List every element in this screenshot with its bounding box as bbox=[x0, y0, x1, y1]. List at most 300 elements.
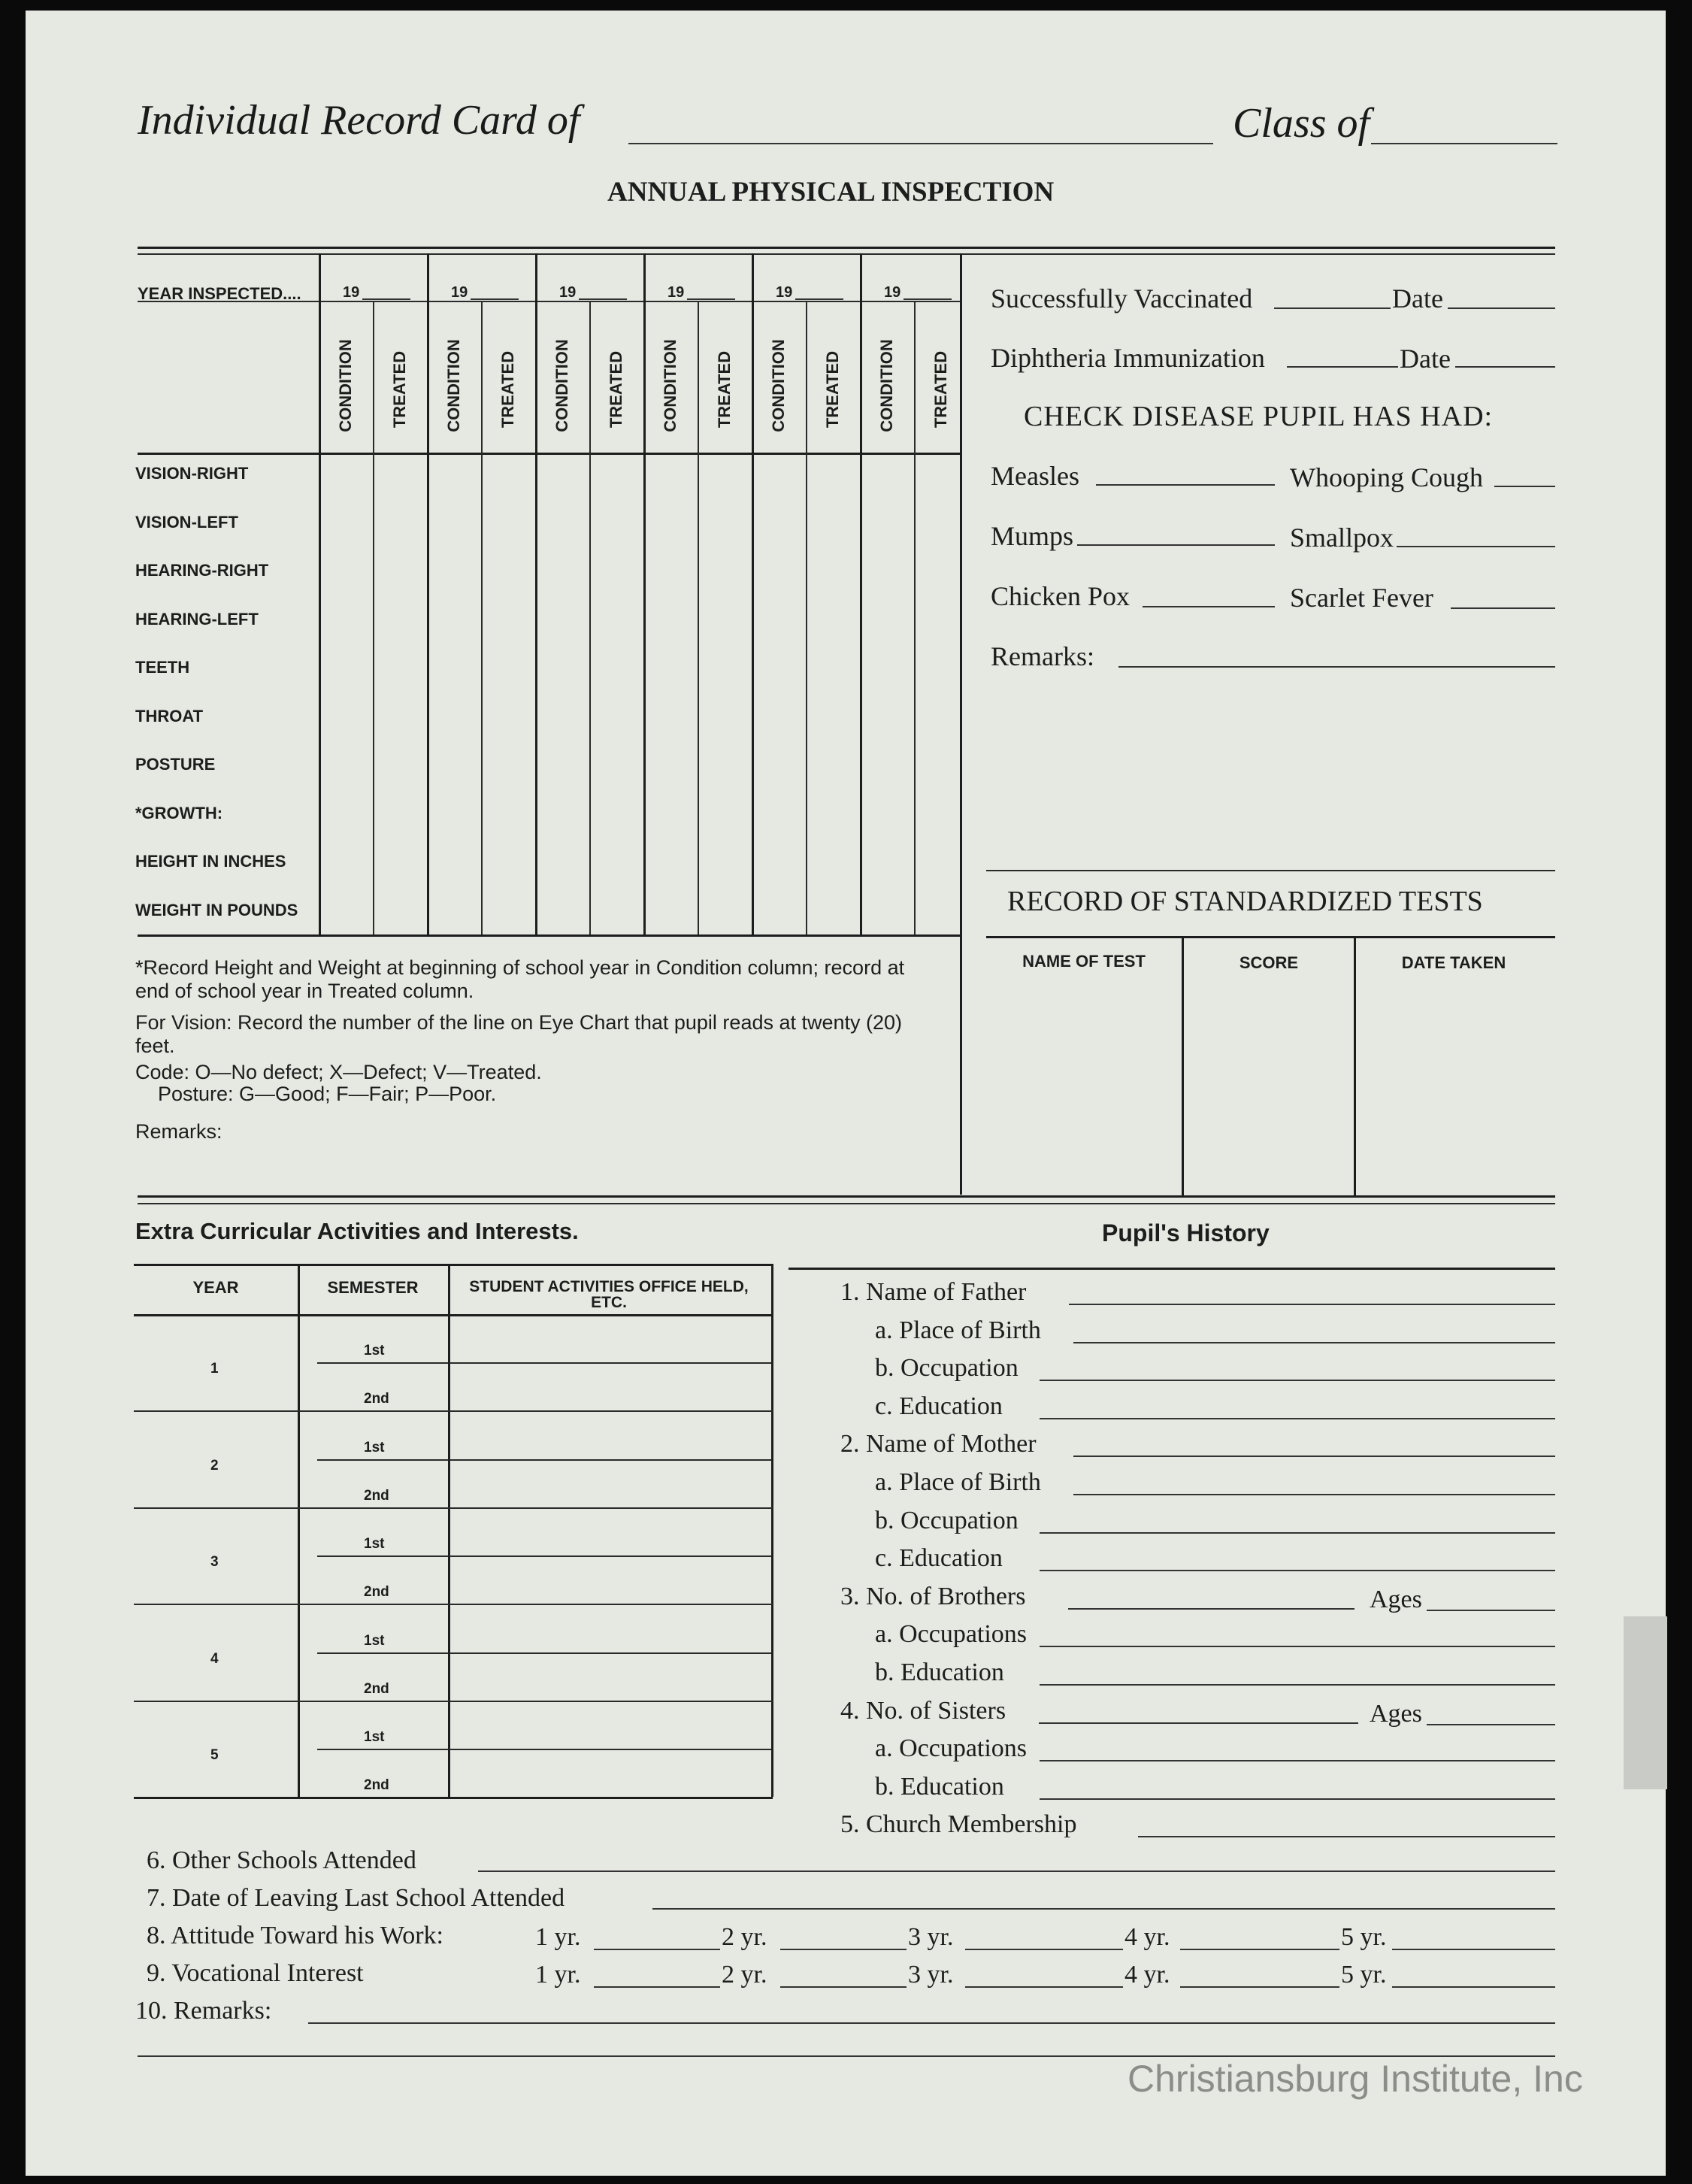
inspection-row-label: WEIGHT IN POUNDS bbox=[135, 900, 298, 919]
year-field[interactable] bbox=[1392, 1949, 1555, 1950]
condition-cell[interactable] bbox=[753, 839, 806, 886]
treated-cell[interactable] bbox=[699, 887, 752, 934]
diphtheria-date-field[interactable] bbox=[1455, 366, 1555, 368]
history-label: 5. Church Membership bbox=[840, 1810, 1077, 1839]
semester-2nd: 2nd bbox=[364, 1777, 389, 1794]
whooping-label: Whooping Cough bbox=[1290, 462, 1483, 492]
condition-cell[interactable] bbox=[428, 454, 481, 501]
condition-cell[interactable] bbox=[645, 791, 698, 838]
activity-field-2nd[interactable] bbox=[451, 1750, 770, 1795]
name-field-line[interactable] bbox=[628, 143, 1213, 144]
treated-cell[interactable] bbox=[916, 791, 968, 838]
activities-right-border bbox=[771, 1264, 773, 1797]
treated-cell[interactable] bbox=[916, 502, 968, 549]
other-schools-field[interactable] bbox=[478, 1870, 1555, 1872]
history-label: c. Education bbox=[875, 1392, 1003, 1420]
tests-heading: RECORD OF STANDARDIZED TESTS bbox=[1007, 886, 1483, 917]
leaving-label: 7. Date of Leaving Last School Attended bbox=[147, 1884, 565, 1912]
scarlet-label: Scarlet Fever bbox=[1290, 583, 1433, 613]
treated-cell[interactable] bbox=[916, 647, 968, 693]
treated-cell[interactable] bbox=[699, 839, 752, 886]
ages-field[interactable] bbox=[1427, 1724, 1555, 1725]
inspection-row-label: TEETH bbox=[135, 658, 190, 677]
treated-cell[interactable] bbox=[699, 598, 752, 645]
history-field[interactable] bbox=[1040, 1646, 1555, 1647]
history-field[interactable] bbox=[1040, 1380, 1555, 1381]
treated-cell[interactable] bbox=[699, 502, 752, 549]
tests-top-rule bbox=[986, 870, 1555, 871]
health-remarks-label: Remarks: bbox=[991, 641, 1094, 671]
condition-cell[interactable] bbox=[861, 887, 914, 934]
treated-cell[interactable] bbox=[807, 454, 860, 501]
treated-cell[interactable] bbox=[916, 695, 968, 741]
year-field[interactable] bbox=[904, 298, 952, 300]
history-top-rule bbox=[788, 1268, 1555, 1270]
condition-cell[interactable] bbox=[753, 502, 806, 549]
history-field[interactable] bbox=[1040, 1798, 1555, 1800]
treated-cell[interactable] bbox=[483, 839, 535, 886]
year-prefix: 19 bbox=[884, 284, 901, 301]
condition-cell[interactable] bbox=[753, 887, 806, 934]
history-field[interactable] bbox=[1068, 1608, 1355, 1610]
check-disease-heading: CHECK DISEASE PUPIL HAS HAD: bbox=[1024, 401, 1494, 432]
history-label: a. Occupations bbox=[875, 1734, 1028, 1763]
activities-divider-2 bbox=[448, 1264, 450, 1797]
condition-cell[interactable] bbox=[428, 598, 481, 645]
top-rule-2 bbox=[138, 253, 1555, 255]
activities-year-number: 2 bbox=[210, 1457, 219, 1474]
condition-cell[interactable] bbox=[753, 454, 806, 501]
treated-cell[interactable] bbox=[916, 839, 968, 886]
treated-cell[interactable] bbox=[483, 454, 535, 501]
semester-1st: 1st bbox=[364, 1439, 385, 1455]
activity-field-1st[interactable] bbox=[451, 1702, 770, 1747]
condition-cell[interactable] bbox=[537, 550, 589, 597]
treated-cell[interactable] bbox=[483, 598, 535, 645]
treated-cell[interactable] bbox=[591, 502, 643, 549]
treated-cell[interactable] bbox=[591, 839, 643, 886]
year-prefix: 19 bbox=[451, 284, 468, 301]
class-label: Class of bbox=[1233, 100, 1370, 147]
treated-cell[interactable] bbox=[916, 743, 968, 789]
treated-cell[interactable] bbox=[807, 647, 860, 693]
history-field[interactable] bbox=[1138, 1836, 1555, 1837]
condition-cell[interactable] bbox=[861, 839, 914, 886]
condition-cell[interactable] bbox=[428, 839, 481, 886]
final-remarks-field[interactable] bbox=[308, 2022, 1555, 2024]
treated-cell[interactable] bbox=[483, 502, 535, 549]
activity-field-2nd[interactable] bbox=[451, 1461, 770, 1506]
treated-cell[interactable] bbox=[916, 550, 968, 597]
history-field[interactable] bbox=[1040, 1684, 1555, 1686]
activities-col-semester: SEMESTER bbox=[327, 1278, 419, 1297]
treated-cell[interactable] bbox=[807, 887, 860, 934]
treated-cell[interactable] bbox=[699, 550, 752, 597]
treated-cell[interactable] bbox=[807, 502, 860, 549]
history-label: a. Place of Birth bbox=[875, 1316, 1041, 1344]
health-remarks-field[interactable] bbox=[1118, 666, 1555, 668]
inspection-row-label: VISION-RIGHT bbox=[135, 464, 249, 483]
treated-cell[interactable] bbox=[591, 647, 643, 693]
col-treated: TREATED bbox=[715, 350, 734, 429]
semester-2nd: 2nd bbox=[364, 1584, 389, 1601]
semester-1st: 1st bbox=[364, 1729, 385, 1746]
condition-cell[interactable] bbox=[320, 647, 373, 693]
year-field[interactable] bbox=[795, 298, 843, 300]
treated-cell[interactable] bbox=[699, 743, 752, 789]
activities-year-number: 1 bbox=[210, 1361, 219, 1377]
condition-cell[interactable] bbox=[861, 791, 914, 838]
year-field[interactable] bbox=[362, 298, 410, 300]
year-field[interactable] bbox=[1180, 1949, 1339, 1950]
vision-note: For Vision: Record the number of the line on Eye Chart that pupil reads at twenty (20) feet. bbox=[135, 1011, 903, 1057]
treated-cell[interactable] bbox=[483, 743, 535, 789]
attitude-label: 8. Attitude Toward his Work: bbox=[147, 1922, 444, 1949]
treated-cell[interactable] bbox=[591, 454, 643, 501]
measles-field[interactable] bbox=[1096, 484, 1275, 486]
watermark: Christiansburg Institute, Inc bbox=[1127, 2058, 1583, 2100]
condition-cell[interactable] bbox=[428, 550, 481, 597]
treated-cell[interactable] bbox=[699, 454, 752, 501]
history-field[interactable] bbox=[1040, 1760, 1555, 1761]
year-prefix: 19 bbox=[343, 284, 360, 301]
year-field[interactable] bbox=[965, 1949, 1123, 1950]
leaving-field[interactable] bbox=[652, 1908, 1555, 1910]
col-treated: TREATED bbox=[498, 350, 517, 429]
history-label: c. Education bbox=[875, 1544, 1003, 1573]
year-field[interactable] bbox=[594, 1949, 720, 1950]
treated-cell[interactable] bbox=[807, 550, 860, 597]
history-field[interactable] bbox=[1040, 1532, 1555, 1534]
condition-cell[interactable] bbox=[320, 791, 373, 838]
condition-cell[interactable] bbox=[645, 550, 698, 597]
condition-cell[interactable] bbox=[861, 598, 914, 645]
col-treated: TREATED bbox=[931, 350, 950, 429]
treated-cell[interactable] bbox=[374, 743, 427, 789]
condition-cell[interactable] bbox=[537, 887, 589, 934]
treated-cell[interactable] bbox=[699, 647, 752, 693]
history-label: 2. Name of Mother bbox=[840, 1430, 1037, 1459]
year-prefix: 19 bbox=[559, 284, 577, 301]
year-field[interactable] bbox=[780, 1949, 907, 1950]
condition-cell[interactable] bbox=[861, 550, 914, 597]
activity-field-1st[interactable] bbox=[451, 1606, 770, 1651]
condition-cell[interactable] bbox=[428, 502, 481, 549]
treated-cell[interactable] bbox=[483, 887, 535, 934]
condition-cell[interactable] bbox=[428, 887, 481, 934]
history-label: a. Place of Birth bbox=[875, 1468, 1041, 1496]
treated-cell[interactable] bbox=[483, 647, 535, 693]
condition-cell[interactable] bbox=[753, 743, 806, 789]
treated-cell[interactable] bbox=[591, 887, 643, 934]
year-field[interactable] bbox=[1180, 1986, 1339, 1988]
growth-note: *Record Height and Weight at beginning of school year in Condition column; record at end of school year in Treated column. bbox=[135, 956, 905, 1002]
condition-cell[interactable] bbox=[428, 647, 481, 693]
col-condition: CONDITION bbox=[661, 339, 680, 432]
treated-cell[interactable] bbox=[483, 791, 535, 838]
activities-year-number: 4 bbox=[210, 1650, 219, 1667]
history-label: b. Education bbox=[875, 1658, 1004, 1686]
activity-field-1st[interactable] bbox=[451, 1509, 770, 1554]
activity-field-2nd[interactable] bbox=[451, 1364, 770, 1409]
semester-divider bbox=[317, 1749, 448, 1750]
condition-cell[interactable] bbox=[645, 598, 698, 645]
semester-divider bbox=[317, 1362, 448, 1364]
tests-divider-1 bbox=[1182, 936, 1184, 1195]
class-field-line[interactable] bbox=[1371, 143, 1557, 144]
condition-cell[interactable] bbox=[428, 791, 481, 838]
condition-cell[interactable] bbox=[537, 839, 589, 886]
condition-cell[interactable] bbox=[645, 887, 698, 934]
history-field[interactable] bbox=[1039, 1722, 1358, 1724]
treated-cell[interactable] bbox=[591, 791, 643, 838]
activities-heading: Extra Curricular Activities and Interests. bbox=[135, 1218, 579, 1244]
history-label: 3. No. of Brothers bbox=[840, 1582, 1026, 1610]
treated-cell[interactable] bbox=[374, 550, 427, 597]
col-condition: CONDITION bbox=[769, 339, 788, 432]
year-inspected-label: YEAR INSPECTED.... bbox=[138, 284, 301, 303]
activities-col-year: YEAR bbox=[192, 1278, 239, 1297]
grid-bottom-rule bbox=[138, 934, 961, 937]
history-field[interactable] bbox=[1073, 1494, 1555, 1495]
condition-cell[interactable] bbox=[645, 695, 698, 741]
condition-cell[interactable] bbox=[428, 743, 481, 789]
year-field[interactable] bbox=[780, 1986, 907, 1988]
semester-divider bbox=[317, 1555, 448, 1557]
activity-field-2nd[interactable] bbox=[451, 1654, 770, 1699]
condition-cell[interactable] bbox=[537, 598, 589, 645]
activity-field-2nd[interactable] bbox=[451, 1557, 770, 1602]
condition-cell[interactable] bbox=[537, 743, 589, 789]
tests-header-rule bbox=[986, 936, 1555, 938]
vaccinated-date-field[interactable] bbox=[1448, 307, 1555, 309]
history-field[interactable] bbox=[1040, 1418, 1555, 1419]
semester-2nd: 2nd bbox=[364, 1487, 389, 1504]
condition-cell[interactable] bbox=[861, 502, 914, 549]
condition-cell[interactable] bbox=[861, 743, 914, 789]
treated-cell[interactable] bbox=[916, 454, 968, 501]
year-prefix: 19 bbox=[667, 284, 685, 301]
condition-cell[interactable] bbox=[537, 791, 589, 838]
treated-cell[interactable] bbox=[483, 550, 535, 597]
tests-col-score: SCORE bbox=[1239, 953, 1299, 972]
top-rule bbox=[138, 247, 1555, 249]
inspection-remarks-label: Remarks: bbox=[135, 1120, 222, 1143]
col-treated: TREATED bbox=[823, 350, 842, 429]
vocational-label: 9. Vocational Interest bbox=[147, 1959, 364, 1987]
year-label: 1 yr. bbox=[535, 1961, 581, 1989]
condition-cell[interactable] bbox=[537, 502, 589, 549]
treated-cell[interactable] bbox=[807, 791, 860, 838]
smallpox-field[interactable] bbox=[1397, 546, 1555, 547]
treated-cell[interactable] bbox=[374, 887, 427, 934]
semester-1st: 1st bbox=[364, 1343, 385, 1359]
treated-cell[interactable] bbox=[807, 695, 860, 741]
condition-cell[interactable] bbox=[753, 598, 806, 645]
treated-cell[interactable] bbox=[591, 598, 643, 645]
condition-cell[interactable] bbox=[861, 695, 914, 741]
card-title: Individual Record Card of bbox=[138, 97, 580, 144]
year-label: 2 yr. bbox=[722, 1961, 767, 1989]
mumps-field[interactable] bbox=[1077, 544, 1275, 546]
condition-cell[interactable] bbox=[428, 695, 481, 741]
col-treated: TREATED bbox=[390, 350, 409, 429]
inspection-row-label: HEARING-LEFT bbox=[135, 609, 259, 629]
treated-cell[interactable] bbox=[591, 743, 643, 789]
semester-2nd: 2nd bbox=[364, 1680, 389, 1697]
year-label: 1 yr. bbox=[535, 1923, 581, 1951]
smallpox-label: Smallpox bbox=[1290, 523, 1394, 553]
history-label: 1. Name of Father bbox=[840, 1278, 1027, 1306]
semester-1st: 1st bbox=[364, 1536, 385, 1552]
year-field[interactable] bbox=[594, 1986, 720, 1988]
vaccinated-field[interactable] bbox=[1274, 307, 1391, 309]
col-condition: CONDITION bbox=[336, 339, 355, 432]
condition-cell[interactable] bbox=[645, 502, 698, 549]
semester-divider bbox=[317, 1459, 448, 1461]
treated-cell[interactable] bbox=[374, 454, 427, 501]
posture-note: Posture: G—Good; F—Fair; P—Poor. bbox=[158, 1083, 497, 1105]
condition-cell[interactable] bbox=[320, 887, 373, 934]
semester-1st: 1st bbox=[364, 1632, 385, 1649]
treated-cell[interactable] bbox=[374, 647, 427, 693]
vaccinated-date-label: Date bbox=[1392, 283, 1443, 314]
scarlet-field[interactable] bbox=[1451, 607, 1555, 609]
whooping-field[interactable] bbox=[1494, 486, 1555, 487]
activities-year-number: 3 bbox=[210, 1554, 219, 1571]
condition-cell[interactable] bbox=[537, 695, 589, 741]
inspection-row-label: HEIGHT IN INCHES bbox=[135, 852, 286, 871]
condition-cell[interactable] bbox=[320, 743, 373, 789]
treated-cell[interactable] bbox=[591, 695, 643, 741]
tests-divider-2 bbox=[1354, 936, 1356, 1195]
condition-cell[interactable] bbox=[753, 695, 806, 741]
activities-year-number: 5 bbox=[210, 1747, 219, 1764]
condition-cell[interactable] bbox=[320, 502, 373, 549]
year-label: 4 yr. bbox=[1124, 1923, 1170, 1951]
condition-cell[interactable] bbox=[753, 791, 806, 838]
year-field[interactable] bbox=[687, 298, 735, 300]
middle-rule-2 bbox=[138, 1203, 1555, 1204]
activity-field-1st[interactable] bbox=[451, 1413, 770, 1458]
code-note: Code: O—No defect; X—Defect; V—Treated. bbox=[135, 1061, 542, 1083]
history-label: 4. No. of Sisters bbox=[840, 1696, 1006, 1725]
treated-cell[interactable] bbox=[374, 839, 427, 886]
year-label: 3 yr. bbox=[908, 1961, 954, 1989]
activities-col-activities: STUDENT ACTIVITIES OFFICE HELD, ETC. bbox=[469, 1278, 749, 1311]
col-condition: CONDITION bbox=[877, 339, 896, 432]
treated-cell[interactable] bbox=[591, 550, 643, 597]
history-label: b. Education bbox=[875, 1772, 1004, 1801]
activities-bottom-rule bbox=[134, 1797, 773, 1799]
ages-field[interactable] bbox=[1427, 1610, 1555, 1611]
treated-cell[interactable] bbox=[807, 598, 860, 645]
year-label: 4 yr. bbox=[1124, 1961, 1170, 1989]
condition-cell[interactable] bbox=[537, 647, 589, 693]
treated-cell[interactable] bbox=[807, 839, 860, 886]
subtitle: ANNUAL PHYSICAL INSPECTION bbox=[607, 177, 1055, 207]
condition-cell[interactable] bbox=[645, 454, 698, 501]
year-field[interactable] bbox=[965, 1986, 1123, 1988]
year-label: 2 yr. bbox=[722, 1923, 767, 1951]
inspection-row-label: VISION-LEFT bbox=[135, 512, 238, 532]
treated-cell[interactable] bbox=[374, 598, 427, 645]
history-heading: Pupil's History bbox=[1102, 1219, 1270, 1246]
col-condition: CONDITION bbox=[444, 339, 463, 432]
condition-cell[interactable] bbox=[645, 743, 698, 789]
treated-cell[interactable] bbox=[916, 887, 968, 934]
diphtheria-field[interactable] bbox=[1287, 366, 1398, 368]
vaccinated-label: Successfully Vaccinated bbox=[991, 283, 1253, 314]
measles-label: Measles bbox=[991, 461, 1079, 491]
year-label: 5 yr. bbox=[1341, 1961, 1387, 1989]
history-field[interactable] bbox=[1073, 1455, 1555, 1457]
chickenpox-field[interactable] bbox=[1143, 606, 1275, 607]
condition-cell[interactable] bbox=[320, 454, 373, 501]
condition-cell[interactable] bbox=[645, 839, 698, 886]
tests-col-date: DATE TAKEN bbox=[1401, 953, 1506, 972]
condition-cell[interactable] bbox=[861, 647, 914, 693]
history-field[interactable] bbox=[1073, 1342, 1555, 1343]
treated-cell[interactable] bbox=[483, 695, 535, 741]
history-field[interactable] bbox=[1069, 1304, 1555, 1305]
inspection-row-label: HEARING-RIGHT bbox=[135, 561, 269, 580]
history-label: a. Occupations bbox=[875, 1620, 1028, 1649]
condition-cell[interactable] bbox=[537, 454, 589, 501]
treated-cell[interactable] bbox=[699, 791, 752, 838]
activity-field-1st[interactable] bbox=[451, 1316, 770, 1361]
year-field[interactable] bbox=[471, 298, 519, 300]
condition-cell[interactable] bbox=[861, 454, 914, 501]
treated-cell[interactable] bbox=[374, 791, 427, 838]
year-label: 5 yr. bbox=[1341, 1923, 1387, 1951]
condition-cell[interactable] bbox=[645, 647, 698, 693]
col-condition: CONDITION bbox=[552, 339, 571, 432]
treated-cell[interactable] bbox=[374, 502, 427, 549]
treated-cell[interactable] bbox=[699, 695, 752, 741]
year-label: 3 yr. bbox=[908, 1923, 954, 1951]
history-label: b. Occupation bbox=[875, 1354, 1019, 1383]
treated-cell[interactable] bbox=[916, 598, 968, 645]
year-field[interactable] bbox=[579, 298, 627, 300]
chickenpox-label: Chicken Pox bbox=[991, 581, 1130, 611]
col-treated: TREATED bbox=[607, 350, 625, 429]
treated-cell[interactable] bbox=[807, 743, 860, 789]
history-label: b. Occupation bbox=[875, 1506, 1019, 1534]
mumps-label: Mumps bbox=[991, 521, 1074, 551]
middle-rule bbox=[138, 1195, 1555, 1198]
year-field[interactable] bbox=[1392, 1986, 1555, 1988]
ages-label: Ages bbox=[1370, 1585, 1422, 1613]
year-row-rule bbox=[138, 301, 961, 302]
page-edge-wear bbox=[1624, 1616, 1667, 1789]
condition-cell[interactable] bbox=[320, 598, 373, 645]
condition-cell[interactable] bbox=[320, 550, 373, 597]
inspection-row-label: POSTURE bbox=[135, 755, 216, 774]
activities-divider-1 bbox=[298, 1264, 300, 1797]
condition-cell[interactable] bbox=[320, 695, 373, 741]
condition-cell[interactable] bbox=[753, 647, 806, 693]
condition-cell[interactable] bbox=[320, 839, 373, 886]
condition-cell[interactable] bbox=[753, 550, 806, 597]
semester-divider bbox=[317, 1652, 448, 1654]
history-field[interactable] bbox=[1040, 1570, 1555, 1571]
inspection-row-label: THROAT bbox=[135, 706, 204, 725]
treated-cell[interactable] bbox=[374, 695, 427, 741]
tests-col-name: NAME OF TEST bbox=[1022, 952, 1146, 971]
diphtheria-date-label: Date bbox=[1400, 344, 1451, 374]
semester-2nd: 2nd bbox=[364, 1391, 389, 1407]
